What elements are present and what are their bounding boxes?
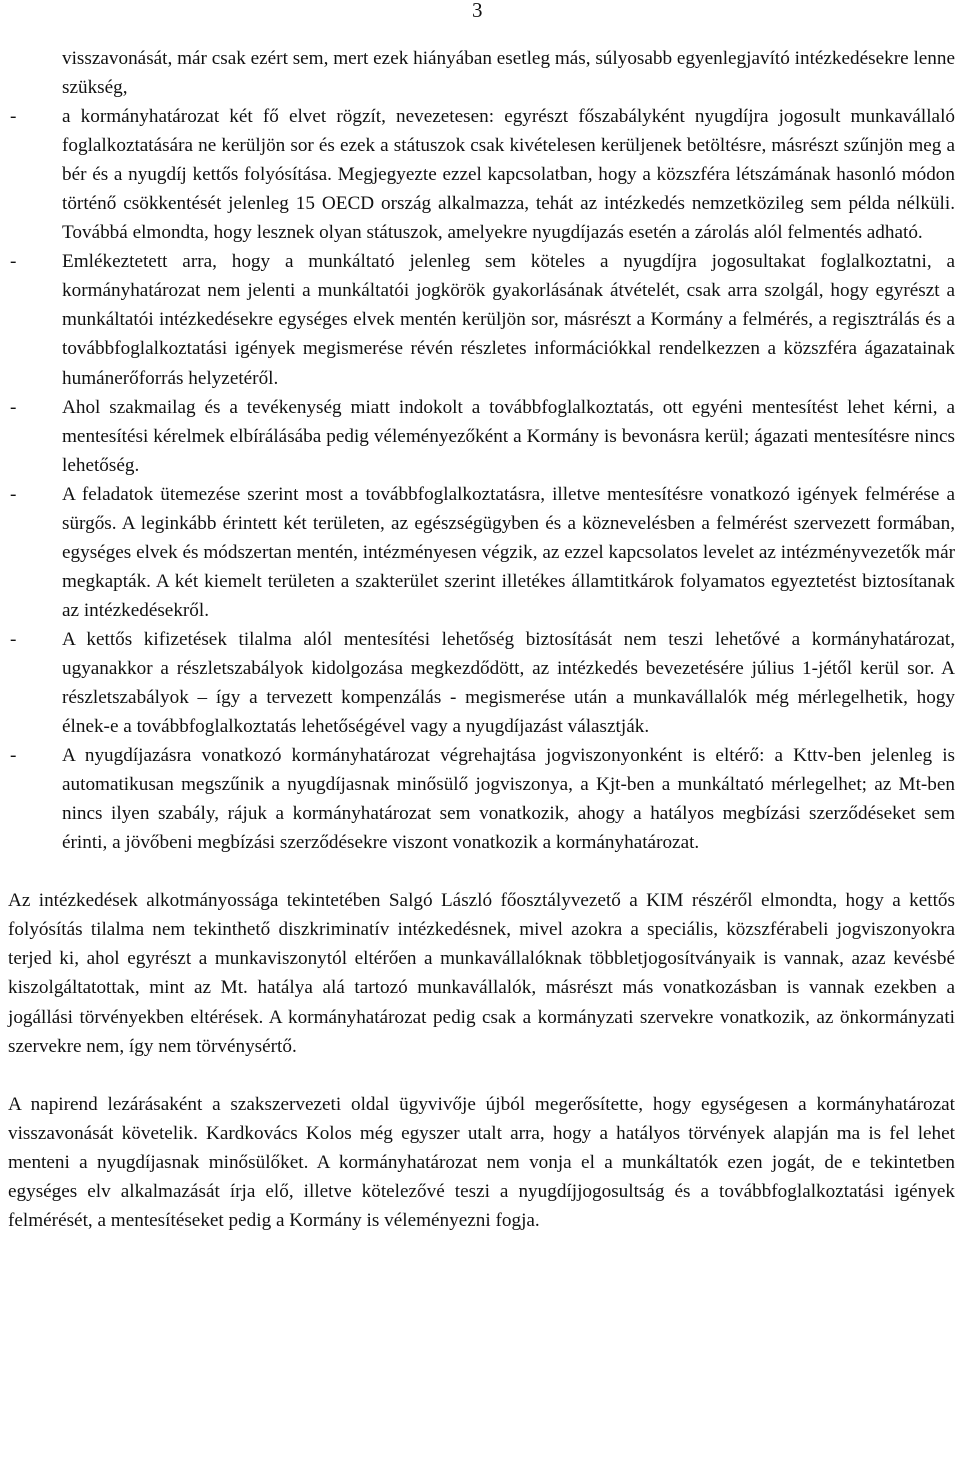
paragraph-constitutionality: Az intézkedések alkotmányossága tekintetében Salgó László főosztályvezető a KIM részéről elmondta, hogy a kettős folyósítás tilalma nem tekinthető diszkriminatív intézkedésnek, mivel azokra a speciális, közszférabeli jogviszonyokra terjed ki, ahol egyrészt a munkaviszonytól eltérően a munkavállalóknak többletjogosítványaik is vannak, azaz kevésbé kiszolgáltatottak, mint az Mt. hatálya alá tartozó munkavállalók, másrészt más vonatkozásban is vannak ezekben a jogállási törvényekben eltérések. A kormányhatározat pedig csak a kormányzati szervekre vonatkozik, az önkormányzati szervekre nem, így nem törvénysértő. — [8, 890, 955, 1057]
list-item-text: Ahol szakmailag és a tevékenység miatt indokolt a továbbfoglalkoztatás, ott egyéni mentesítést lehet kérni, a mentesítési kérelmek elbírálásába pedig véleményezőként a Kormány is bevonásra kerül; ágazati mentesítésre nincs lehetőség. — [62, 396, 955, 476]
dash-bullet: - — [10, 483, 17, 505]
document-body — [8, 44, 955, 1235]
dash-bullet: - — [10, 745, 17, 767]
list-item — [8, 625, 955, 741]
list-item-text: A nyugdíjazásra vonatkozó kormányhatározat végrehajtása jogviszonyonként is eltérő: a Kttv-ben jelenleg is automatikusan megszűnik a nyugdíjasnak minősülő jogviszonya, a Kjt-ben a munkáltató mérlegelhet; az Mt-ben nincs ilyen szabály, rájuk a kormányhatározat sem vonatkozik, ahogy a hatályos megbízási szerződéseket sem érinti, a jövőbeni megbízási szerződésekre viszont vonatkozik a kormányhatározat. — [62, 745, 955, 854]
list-item — [8, 247, 955, 392]
list-item — [8, 480, 955, 625]
list-item — [8, 393, 955, 480]
list-item-text: a kormányhatározat két fő elvet rögzít, nevezetesen: egyrészt főszabályként nyugdíjra jogosult munkavállaló foglalkoztatására ne kerüljön sor és ezek a státuszok csak kivételesen kerüljenek betöltésre, másrészt szűnjön meg a bér és a nyugdíj kettős folyósítása. Megjegyezte ezzel kapcsolatban, hogy a közszféra létszámának hasonló módon történő csökkentését jelenleg 15 OECD ország alkalmazza, tehát az intézkedés nemzetközileg sem példa nélküli. Továbbá elmondta, hogy lesznek olyan státuszok, amelyekre nyugdíjazás esetén a zárolás alól felmentés adható. — [62, 106, 955, 244]
list-item-text: A kettős kifizetések tilalma alól mentesítési lehetőség biztosítását nem teszi lehetővé a kormányhatározat, ugyanakkor a részletszabályok kidolgozása megkezdődött, az intézkedés bevezetésére július 1-jétől kerül sor. A részletszabályok – így a tervezett kompenzálás - megismerése után a munkavállalók még mérlegelhetik, hogy élnek-e a továbbfoglalkoztatás lehetőségével vagy a nyugdíjazást választják. — [62, 628, 955, 738]
list-item — [8, 102, 955, 247]
dash-bullet: - — [10, 106, 17, 128]
page-number: 3 — [472, 0, 483, 22]
dash-bullet: - — [10, 251, 17, 273]
list-item — [8, 741, 955, 857]
bullet-list — [8, 44, 955, 857]
paragraph-closing: A napirend lezárásaként a szakszervezeti oldal ügyvivője újból megerősítette, hogy egységesen a kormányhatározat visszavonását követelik. Kardkovács Kolos még egyszer utalt arra, hogy a hatályos törvények alapján ma is fel lehet menteni a nyugdíjasnak minősülőket. A kormányhatározat nem vonja el a munkáltatók ezen jogát, de e tekintetben egységes elv alkalmazását írja elő, illetve kötelezővé teszi a nyugdíjjogosultság és a továbbfoglalkoztatási igények felmérését, a mentesítéseket pedig a Kormány is véleményezni fogja. — [8, 1093, 955, 1231]
list-item-text: visszavonását, már csak ezért sem, mert ezek hiányában esetleg más, súlyosabb egyenlegjavító intézkedésekre lenne szükség, — [62, 48, 955, 99]
dash-bullet: - — [10, 396, 17, 418]
list-item — [8, 44, 955, 102]
list-item-text: A feladatok ütemezése szerint most a továbbfoglalkoztatásra, illetve mentesítésre vonatkozó igények felmérése a sürgős. A leginkább érintett két területen, az egészségügyben és a köznevelésben a felmérést szervezett formában, egységes elvek és módszertan mentén, intézményesen végzik, az ezzel kapcsolatos levelet az intézményvezetők már megkapták. A két kiemelt területen a szakterület szerint illetékes államtitkárok folyamatos egyeztetést biztosítanak az intézkedésekről. — [62, 483, 955, 621]
dash-bullet: - — [10, 628, 17, 650]
list-item-text: Emlékeztetett arra, hogy a munkáltató jelenleg sem köteles a nyugdíjra jogosultakat foglalkoztatni, a kormányhatározat nem jelenti a munkáltatói jogkörök gyakorlásának átvételét, csak arra szolgál, hogy egyrészt a munkáltatói intézkedésekre egységes elvek mentén kerüljön sor, másrészt a Kormány a felmérés, a regisztrálás és a továbbfoglalkoztatási igények megismerése révén részletes információkkal rendelkezzen a közszféra ágazatainak humánerőforrás helyzetéről. — [62, 251, 955, 389]
